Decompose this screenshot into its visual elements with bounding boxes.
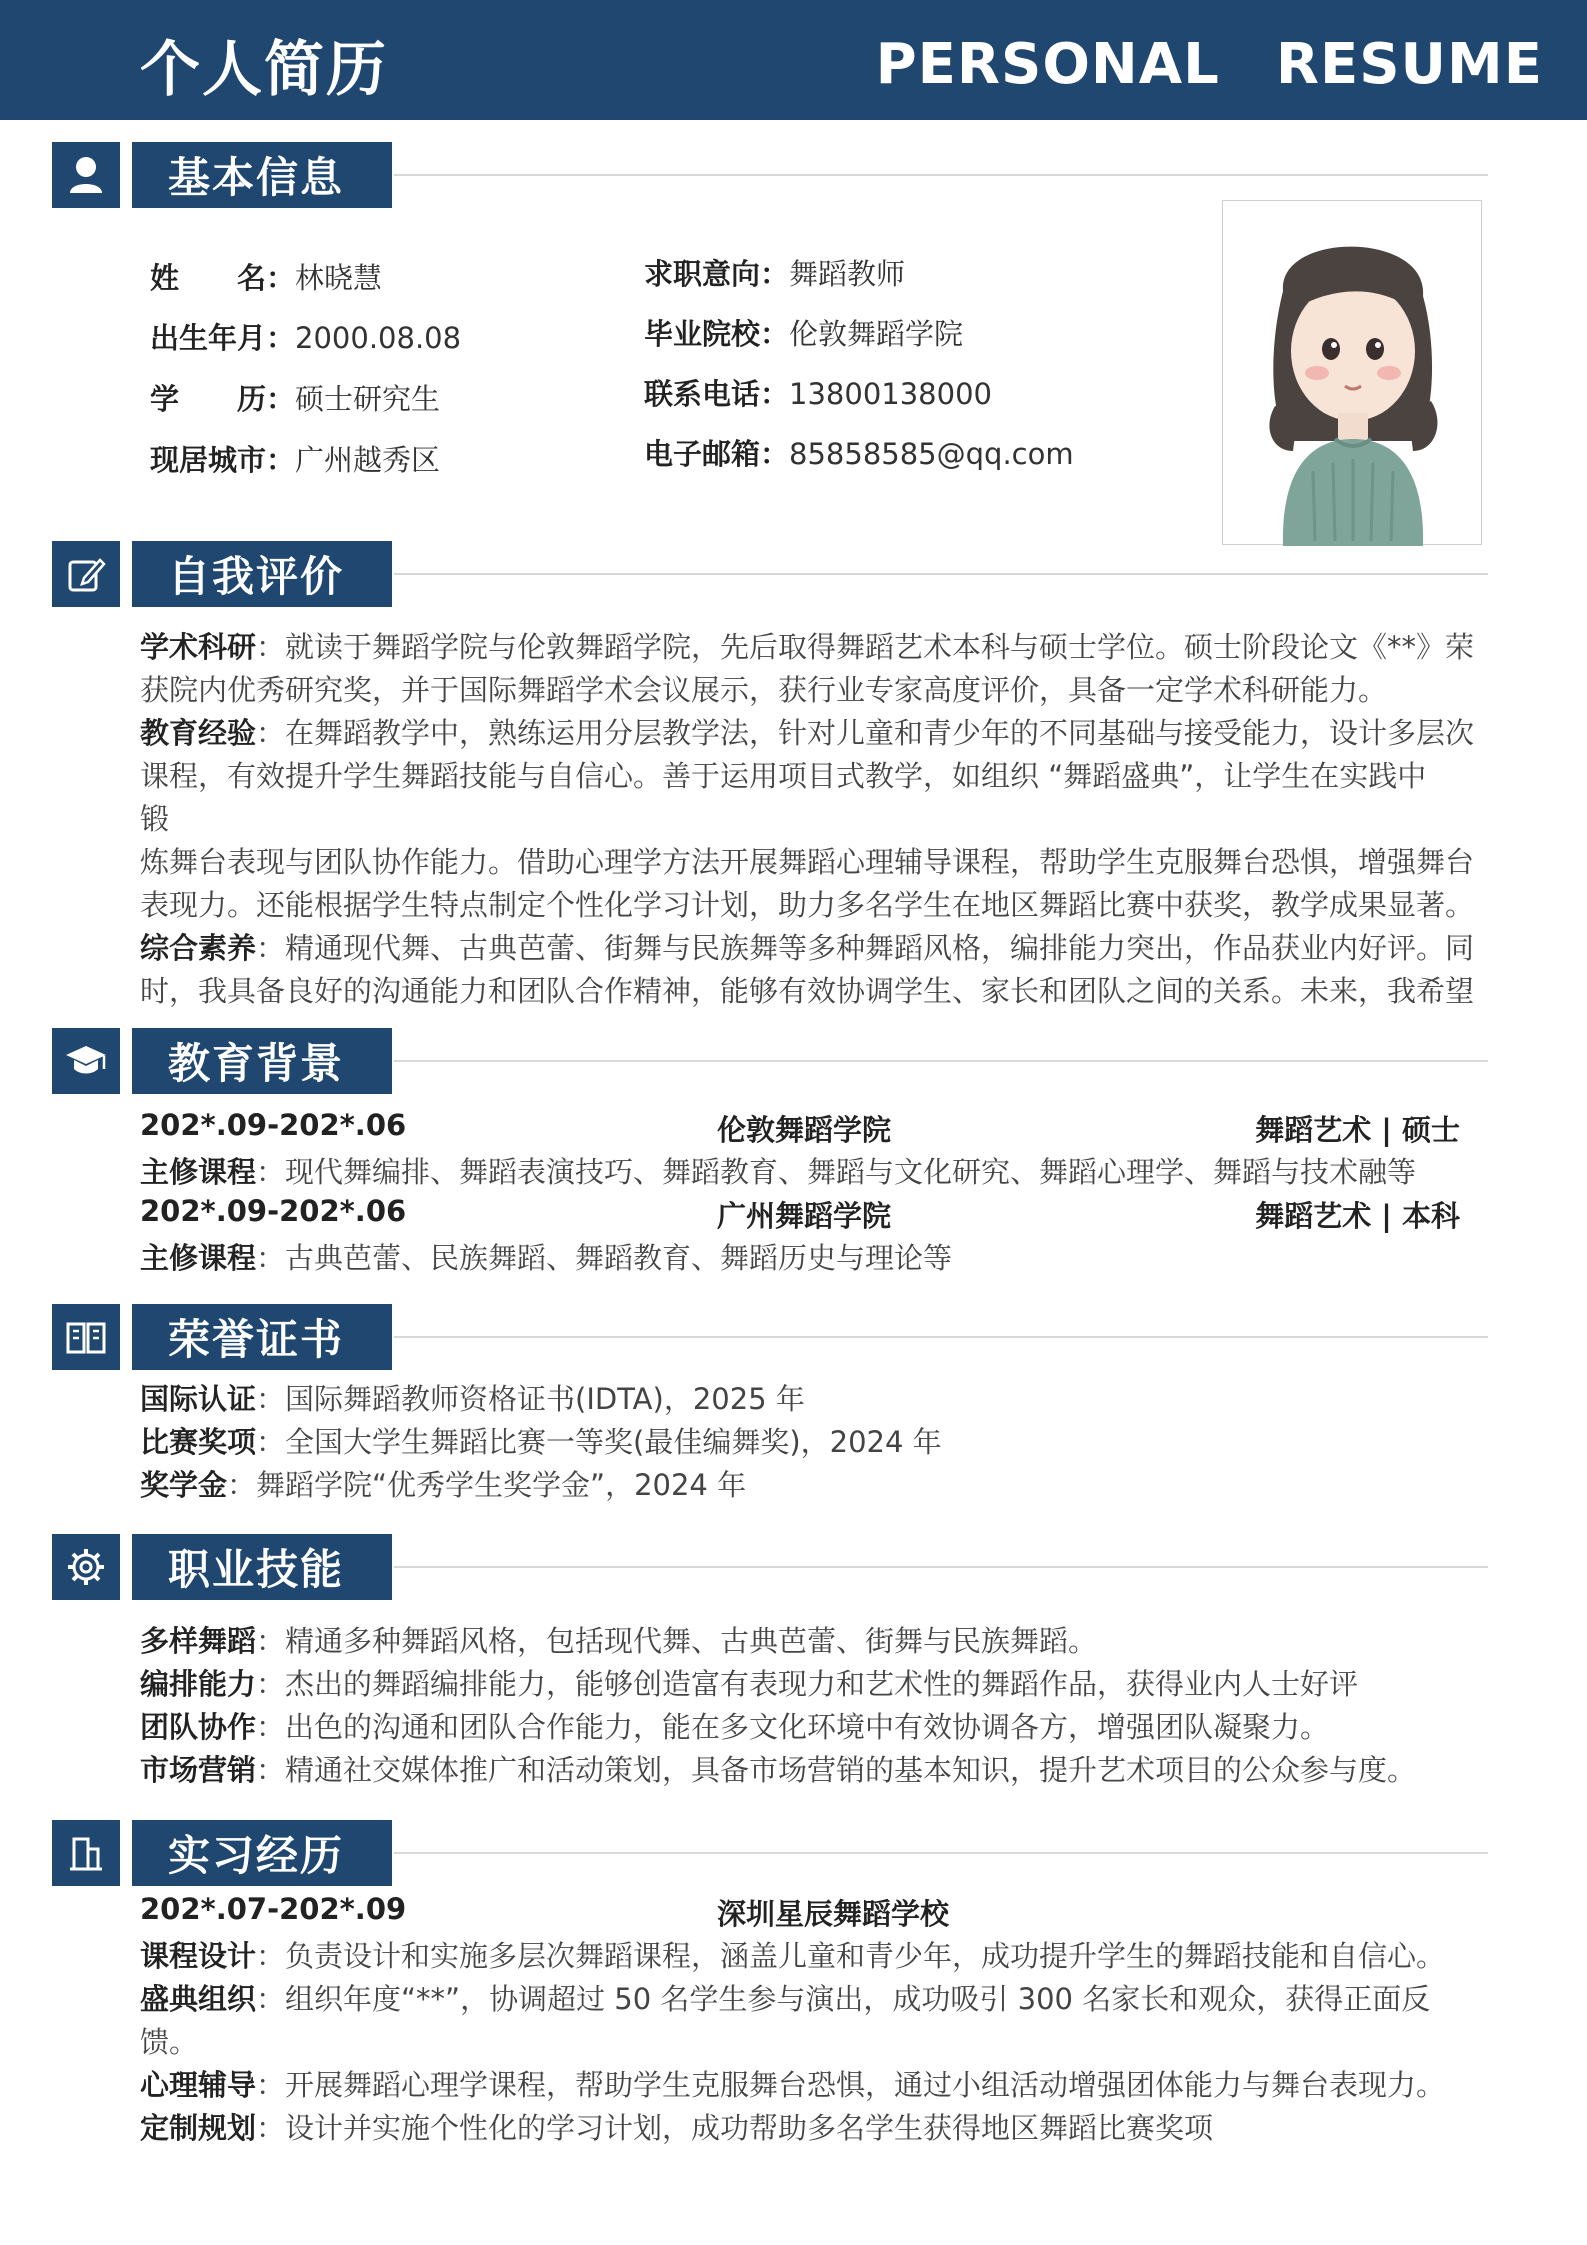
education-entry <box>140 1108 1460 1151</box>
edit-icon <box>52 541 120 607</box>
self-eval-line: 锻 <box>140 802 170 836</box>
title-en-personal: PERSONAL <box>875 32 1220 97</box>
info-intent: 求职意向：舞蹈教师 <box>644 257 906 291</box>
internship-line: 心理辅导：开展舞蹈心理学课程，帮助学生克服舞台恐惧，通过小组活动增强团体能力与舞台表现力。 <box>140 2068 1446 2102</box>
internship-line: 定制规划：设计并实施个性化的学习计划，成功帮助多名学生获得地区舞蹈比赛奖项 <box>140 2111 1214 2145</box>
self-eval-line: 表现力。还能根据学生特点制定个性化学习计划，助力多名学生在地区舞蹈比赛中获奖，教学成果显著。 <box>140 888 1475 922</box>
section-title: 实习经历 <box>132 1820 392 1886</box>
user-icon <box>52 142 120 208</box>
building-icon <box>52 1820 120 1886</box>
self-eval-line: 炼舞台表现与团队协作能力。借助心理学方法开展舞蹈心理辅导课程，帮助学生克服舞台恐惧，增强舞台 <box>140 845 1475 879</box>
info-school: 毕业院校：伦敦舞蹈学院 <box>644 317 964 351</box>
section-divider <box>394 1336 1488 1338</box>
self-eval-line: 学术科研：就读于舞蹈学院与伦敦舞蹈学院，先后取得舞蹈艺术本科与硕士学位。硕士阶段论文《**》荣 <box>140 630 1475 664</box>
self-eval-line: 获院内优秀研究奖，并于国际舞蹈学术会议展示，获行业专家高度评价，具备一定学术科研能力。 <box>140 673 1388 707</box>
skill-item: 团队协作：出色的沟通和团队合作能力，能在多文化环境中有效协调各方，增强团队凝聚力。 <box>140 1710 1330 1744</box>
skill-item: 编排能力：杰出的舞蹈编排能力，能够创造富有表现力和艺术性的舞蹈作品，获得业内人士好评 <box>140 1667 1359 1701</box>
self-eval-line: 教育经验：在舞蹈教学中，熟练运用分层教学法，针对儿童和青少年的不同基础与接受能力，设计多层次 <box>140 716 1475 750</box>
internship-line: 课程设计：负责设计和实施多层次舞蹈课程，涵盖儿童和青少年，成功提升学生的舞蹈技能和自信心。 <box>140 1939 1446 1973</box>
education-date: 202*.09-202*.06 <box>140 1194 407 1228</box>
honor-item: 奖学金：舞蹈学院“优秀学生奖学金”，2024 年 <box>140 1468 747 1502</box>
self-eval-line: 综合素养：精通现代舞、古典芭蕾、街舞与民族舞等多种舞蹈风格，编排能力突出，作品获业内好评。同 <box>140 931 1475 965</box>
graduation-cap-icon <box>52 1028 120 1094</box>
self-eval-line: 时，我具备良好的沟通能力和团队合作精神，能够有效协调学生、家长和团队之间的关系。未来，我希望 <box>140 974 1475 1008</box>
info-degree: 学 历：硕士研究生 <box>150 382 441 416</box>
info-city: 现居城市：广州越秀区 <box>150 443 441 477</box>
section-skills <box>52 1534 1488 1600</box>
info-birth: 出生年月：2000.08.08 <box>150 321 462 355</box>
skill-item: 多样舞蹈：精通多种舞蹈风格，包括现代舞、古典芭蕾、街舞与民族舞蹈。 <box>140 1624 1098 1658</box>
internship-text <box>140 1935 1490 2145</box>
section-title: 教育背景 <box>132 1028 392 1094</box>
education-courses: 主修课程：古典芭蕾、民族舞蹈、舞蹈教育、舞蹈历史与理论等 <box>140 1241 953 1275</box>
self-eval-text <box>140 626 1490 1013</box>
info-email: 电子邮箱：85858585@qq.com <box>644 437 1074 471</box>
section-divider <box>394 174 1488 176</box>
section-basic-info <box>52 142 1488 208</box>
education-entry <box>140 1194 1460 1237</box>
internship-entry <box>140 1892 1460 1935</box>
section-divider <box>394 1566 1488 1568</box>
internship-line: 盛典组织：组织年度“**”，协调超过 50 名学生参与演出，成功吸引 300 名家长和观众，获得正面反 <box>140 1982 1431 2016</box>
title-en-resume: RESUME <box>1275 32 1543 97</box>
section-education <box>52 1028 1488 1094</box>
skills-list <box>140 1620 1490 1792</box>
education-date: 202*.09-202*.06 <box>140 1108 407 1142</box>
section-title: 职业技能 <box>132 1534 392 1600</box>
resume-title-cn: 个人简历 <box>140 35 388 105</box>
section-divider <box>394 573 1488 575</box>
education-major: 舞蹈艺术 | 本科 <box>1255 1199 1460 1233</box>
info-name: 姓 名：林晓慧 <box>150 261 383 295</box>
section-internship <box>52 1820 1488 1886</box>
education-major: 舞蹈艺术 | 硕士 <box>1255 1113 1460 1147</box>
page-header <box>0 0 1587 120</box>
section-honors <box>52 1304 1488 1370</box>
avatar <box>1222 200 1482 545</box>
section-divider <box>394 1060 1488 1062</box>
section-title: 荣誉证书 <box>132 1304 392 1370</box>
honors-list <box>140 1378 1490 1507</box>
section-self-eval <box>52 541 1488 607</box>
skill-item: 市场营销：精通社交媒体推广和活动策划，具备市场营销的基本知识，提升艺术项目的公众参与度。 <box>140 1753 1417 1787</box>
info-phone: 联系电话：13800138000 <box>644 377 992 411</box>
section-title: 自我评价 <box>132 541 392 607</box>
internship-company: 深圳星辰舞蹈学校 <box>717 1897 950 1931</box>
internship-line: 馈。 <box>140 2025 199 2059</box>
honor-item: 比赛奖项：全国大学生舞蹈比赛一等奖(最佳编舞奖)，2024 年 <box>140 1425 942 1459</box>
resume-title-en <box>820 32 1543 97</box>
education-courses: 主修课程：现代舞编排、舞蹈表演技巧、舞蹈教育、舞蹈与文化研究、舞蹈心理学、舞蹈与技术融等 <box>140 1155 1417 1189</box>
book-icon <box>52 1304 120 1370</box>
gear-icon <box>52 1534 120 1600</box>
education-school: 伦敦舞蹈学院 <box>717 1113 892 1147</box>
honor-item: 国际认证：国际舞蹈教师资格证书(IDTA)，2025 年 <box>140 1382 805 1416</box>
education-school: 广州舞蹈学院 <box>717 1199 892 1233</box>
section-title: 基本信息 <box>132 142 392 208</box>
section-divider <box>394 1852 1488 1854</box>
internship-date: 202*.07-202*.09 <box>140 1892 407 1926</box>
self-eval-line: 课程，有效提升学生舞蹈技能与自信心。善于运用项目式教学，如组织 “舞蹈盛典”，让学生在实践中 <box>140 759 1427 793</box>
